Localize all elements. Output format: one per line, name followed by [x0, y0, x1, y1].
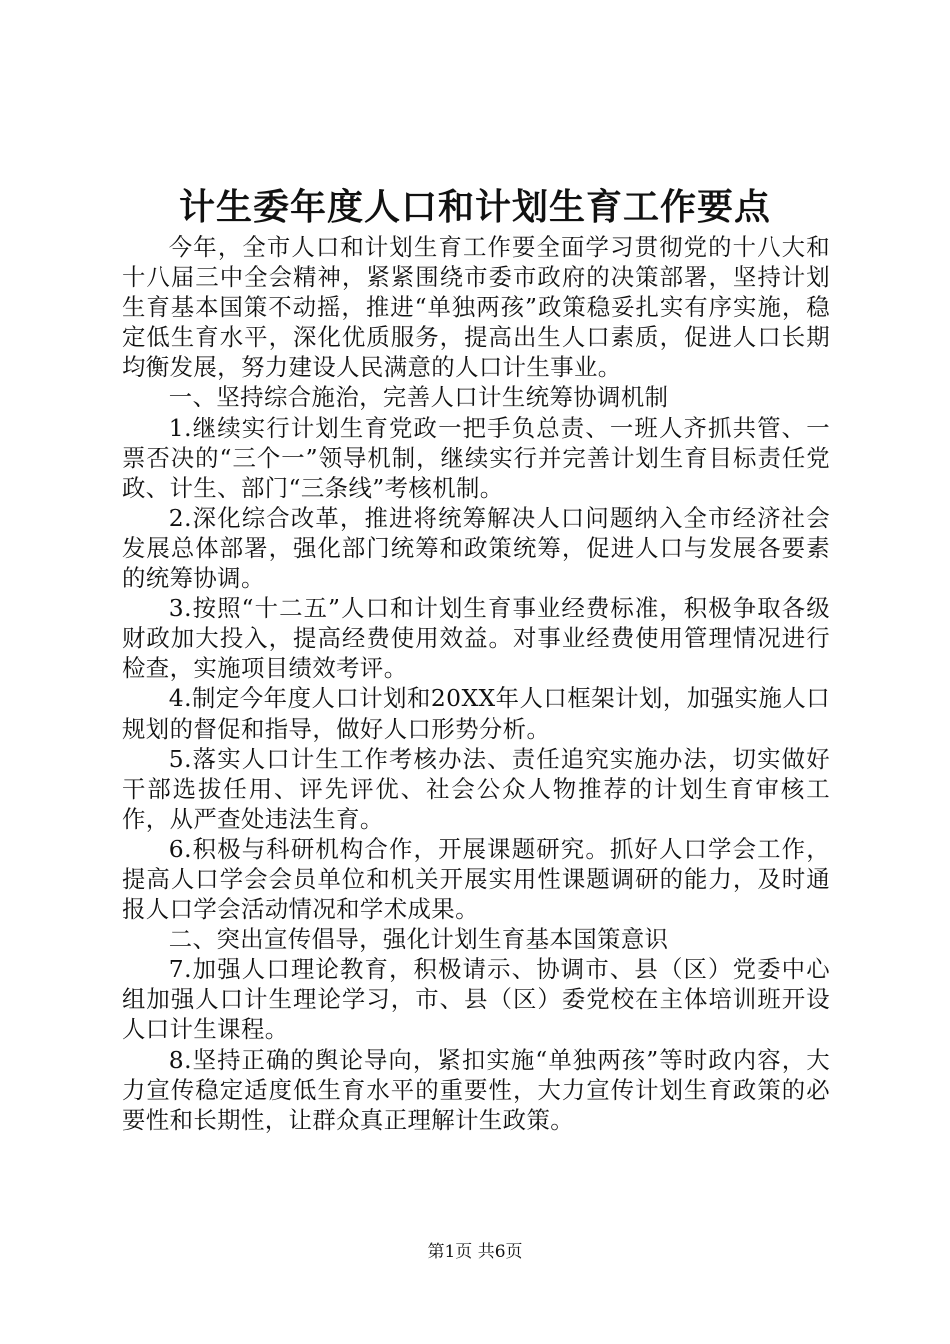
section-heading-2: 二、突出宣传倡导，强化计划生育基本国策意识 — [168, 925, 669, 954]
item-paragraph-2: 2.深化综合改革，推进将统筹解决人口问题纳入全市经济社会发展总体部署，强化部门统筹和政策统筹，促进人口与发展各要素的统筹协调。 — [122, 503, 830, 593]
item-paragraph-8: 8.坚持正确的舆论导向，紧扣实施“单独两孩”等时政内容，大力宣传稳定适度低生育水平的重要性，大力宣传计划生育政策的必要性和长期性，让群众真正理解计生政策。 — [122, 1045, 830, 1134]
item-paragraph-7: 7.加强人口理论教育，积极请示、协调市、县（区）党委中心组加强人口计生理论学习，市、县（区）委党校在主体培训班开设人口计生课程。 — [122, 955, 830, 1044]
section-heading-1: 一、坚持综合施治，完善人口计生统筹协调机制 — [168, 383, 669, 412]
item-paragraph-1: 1.继续实行计划生育党政一把手负总责、一班人齐抓共管、一票否决的“三个一”领导机制，继续实行并完善计划生育目标责任党政、计生、部门“三条线”考核机制。 — [122, 413, 830, 502]
item-paragraph-3: 3.按照“十二五”人口和计划生育事业经费标准，积极争取各级财政加大投入，提高经费使用效益。对事业经费使用管理情况进行检查，实施项目绩效考评。 — [122, 594, 830, 683]
intro-paragraph: 今年，全市人口和计划生育工作要全面学习贯彻党的十八大和十八届三中全会精神，紧紧围绕市委市政府的决策部署，坚持计划生育基本国策不动摇，推进“单独两孩”政策稳妥扎实有序实施，稳定低生育水平，深化优质服务，提高出生人口素质，促进人口长期均衡发展，努力建设人民满意的人口计生事业。 — [122, 233, 830, 382]
item-paragraph-5: 5.落实人口计生工作考核办法、责任追究实施办法，切实做好干部选拔任用、评先评优、社会公众人物推荐的计划生育审核工作，从严查处违法生育。 — [122, 744, 830, 833]
document-title: 计生委年度人口和计划生育工作要点 — [178, 186, 771, 228]
item-paragraph-4: 4.制定今年度人口计划和20XX年人口框架计划，加强实施人口规划的督促和指导，做好人口形势分析。 — [122, 684, 830, 743]
document-body — [122, 232, 830, 1135]
page-number-footer: 第1页 共6页 — [427, 1242, 523, 1262]
item-paragraph-6: 6.积极与科研机构合作，开展课题研究。抓好人口学会工作，提高人口学会会员单位和机关开展实用性课题调研的能力，及时通报人口学会活动情况和学术成果。 — [122, 834, 830, 924]
